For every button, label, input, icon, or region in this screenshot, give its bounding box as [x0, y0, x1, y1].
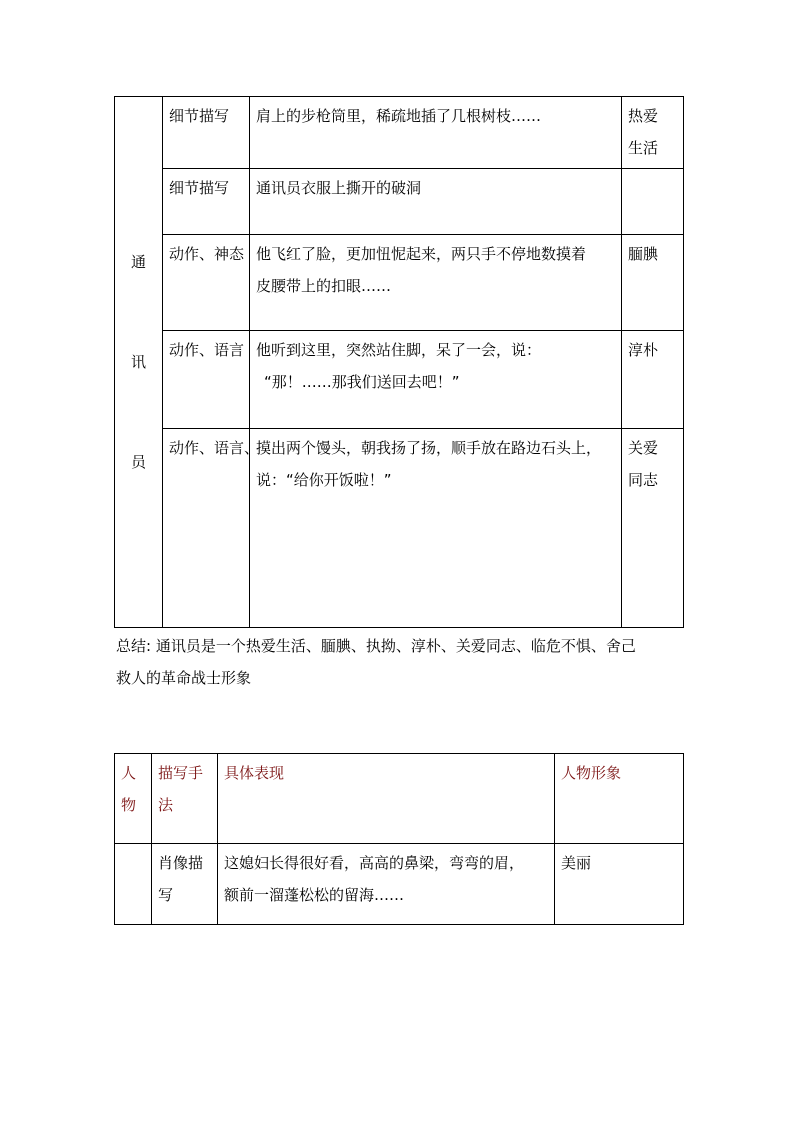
method-cell: 动作、神态	[163, 235, 250, 331]
character-analysis-table-messenger	[114, 96, 684, 628]
method-cell: 细节描写	[163, 97, 250, 169]
header-detail: 具体表现	[218, 754, 555, 844]
person-char: 讯	[130, 353, 146, 371]
header-person-char: 人	[121, 764, 137, 782]
person-cell	[115, 97, 163, 628]
trait-line: 同志	[628, 471, 659, 489]
method-cell: 动作、语言、	[163, 429, 250, 628]
detail-cell	[250, 331, 622, 429]
person-char: 员	[130, 453, 146, 471]
header-method-line: 法	[158, 796, 174, 814]
method-line: 写	[158, 886, 174, 904]
header-method	[152, 754, 218, 844]
header-method-line: 描写手	[158, 764, 204, 782]
trait-line: 淳朴	[628, 341, 659, 359]
trait-line: 腼腆	[628, 245, 659, 263]
person-char: 通	[130, 253, 146, 271]
detail-line: 这媳妇长得很好看，高高的鼻梁，弯弯的眉，	[224, 854, 525, 872]
trait-cell	[622, 331, 684, 429]
character-analysis-table-daughter-in-law	[114, 753, 684, 925]
trait-line: 热爱	[628, 107, 659, 125]
trait-cell	[622, 169, 684, 235]
detail-cell	[250, 429, 622, 628]
method-cell: 动作、语言	[163, 331, 250, 429]
detail-cell	[250, 235, 622, 331]
image-cell: 美丽	[555, 844, 684, 925]
trait-cell	[622, 97, 684, 169]
summary-paragraph	[116, 630, 686, 694]
trait-cell	[622, 429, 684, 628]
header-image: 人物形象	[555, 754, 684, 844]
header-person-char: 物	[121, 796, 137, 814]
detail-cell	[250, 97, 622, 169]
detail-line: 肩上的步枪筒里，稀疏地插了几根树枝……	[256, 107, 542, 125]
detail-line: 说：“给你开饭啦！”	[256, 471, 392, 489]
detail-cell	[250, 169, 622, 235]
method-line: 肖像描	[158, 854, 204, 872]
trait-line: 关爱	[628, 439, 659, 457]
detail-line: 通讯员衣服上撕开的破洞	[256, 179, 422, 197]
summary-line: 救人的革命战士形象	[116, 669, 252, 687]
method-cell: 细节描写	[163, 169, 250, 235]
detail-line: 摸出两个馒头，朝我扬了扬，顺手放在路边石头上，	[256, 439, 602, 457]
trait-line: 生活	[628, 139, 659, 157]
header-person	[115, 754, 152, 844]
detail-line: “那！……那我们送回去吧！”	[264, 373, 460, 391]
trait-cell	[622, 235, 684, 331]
detail-line: 额前一溜蓬松松的留海……	[224, 886, 405, 904]
detail-line: 他听到这里，突然站住脚，呆了一会，说：	[256, 341, 542, 359]
detail-line: 他飞红了脸，更加忸怩起来，两只手不停地数摸着	[256, 245, 587, 263]
person-cell	[115, 844, 152, 925]
detail-line: 皮腰带上的扣眼……	[256, 277, 392, 295]
detail-cell	[218, 844, 555, 925]
method-cell	[152, 844, 218, 925]
summary-line: 总结: 通讯员是一个热爱生活、腼腆、执拗、淳朴、关爱同志、临危不惧、舍己	[116, 637, 636, 655]
